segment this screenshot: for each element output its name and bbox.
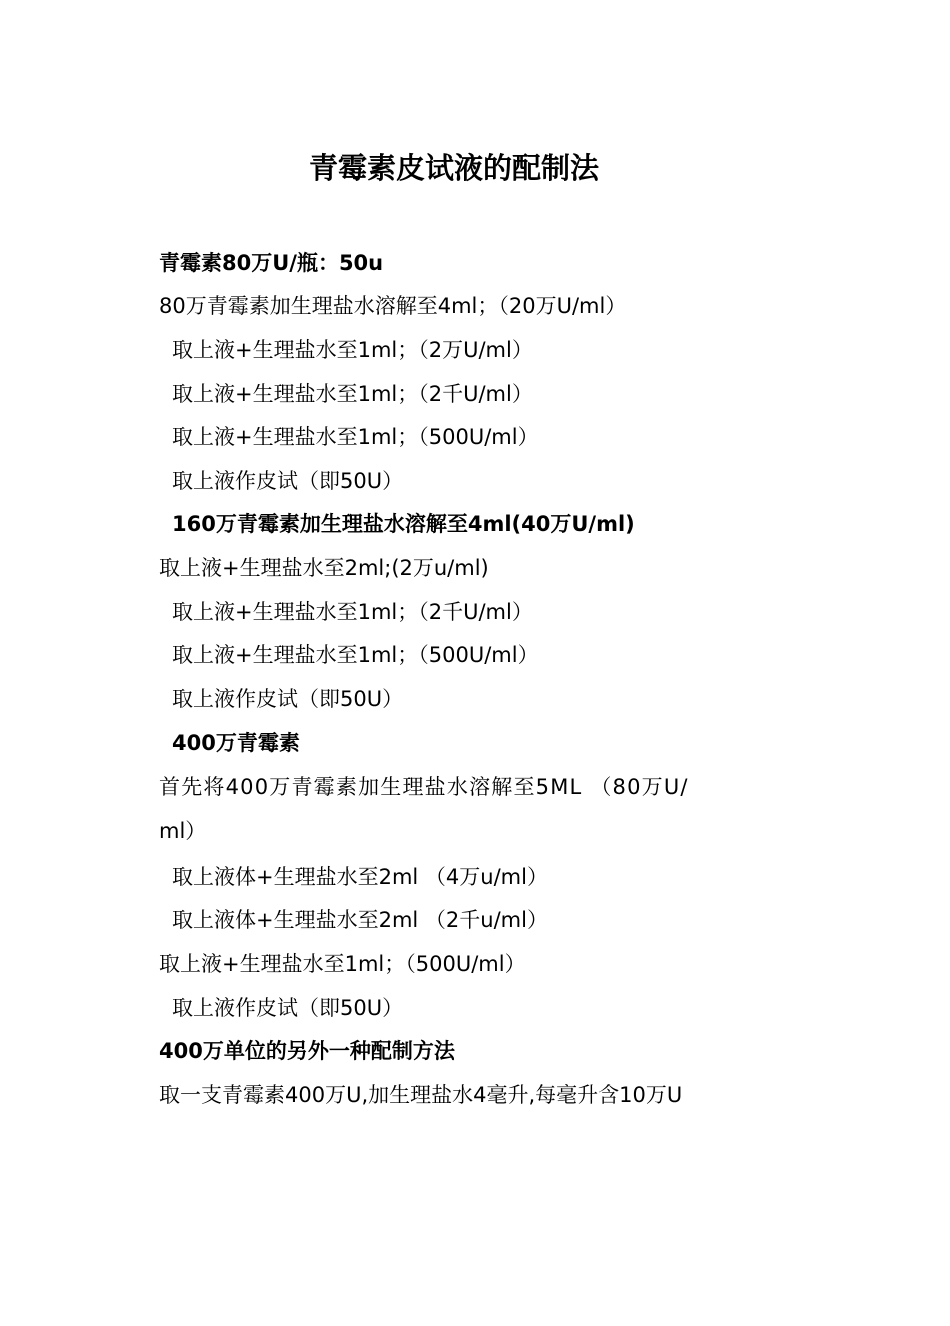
text-line: 取上液体+生理盐水至2ml （4万u/ml） xyxy=(172,865,548,889)
section-heading-4: 400万单位的另外一种配制方法 xyxy=(159,1039,455,1063)
text-line: 取上液体+生理盐水至2ml （2千u/ml） xyxy=(172,908,548,932)
section-heading-1: 青霉素80万U/瓶：50u xyxy=(159,251,384,275)
text-line: 取上液+生理盐水至1ml；（500U/ml） xyxy=(172,425,539,449)
text-line: 取上液+生理盐水至1ml；（2千U/ml） xyxy=(172,382,533,406)
text-line: 80万青霉素加生理盐水溶解至4ml；（20万U/ml） xyxy=(159,294,627,318)
text-line: 取上液作皮试（即50U） xyxy=(172,687,404,711)
text-line: 取上液+生理盐水至1ml；（500U/ml） xyxy=(159,952,526,976)
section-heading-3: 400万青霉素 xyxy=(172,731,300,755)
section-heading-2: 160万青霉素加生理盐水溶解至4ml(40万U/ml) xyxy=(172,512,635,536)
text-line: 取上液+生理盐水至2ml;(2万u/ml) xyxy=(159,556,489,580)
text-line: 取上液作皮试（即50U） xyxy=(172,469,404,493)
text-line: 取上液+生理盐水至1ml；（500U/ml） xyxy=(172,643,539,667)
text-line: ml） xyxy=(159,819,207,843)
text-line: 首先将400万青霉素加生理盐水溶解至5ML （80万U/ xyxy=(159,775,689,799)
text-line: 取上液+生理盐水至1ml；（2万U/ml） xyxy=(172,338,533,362)
text-line: 取一支青霉素400万U,加生理盐水4毫升,每毫升含10万U xyxy=(159,1083,683,1107)
document-title: 青霉素皮试液的配制法 xyxy=(308,151,599,185)
text-line: 取上液作皮试（即50U） xyxy=(172,996,404,1020)
text-line: 取上液+生理盐水至1ml；（2千U/ml） xyxy=(172,600,533,624)
